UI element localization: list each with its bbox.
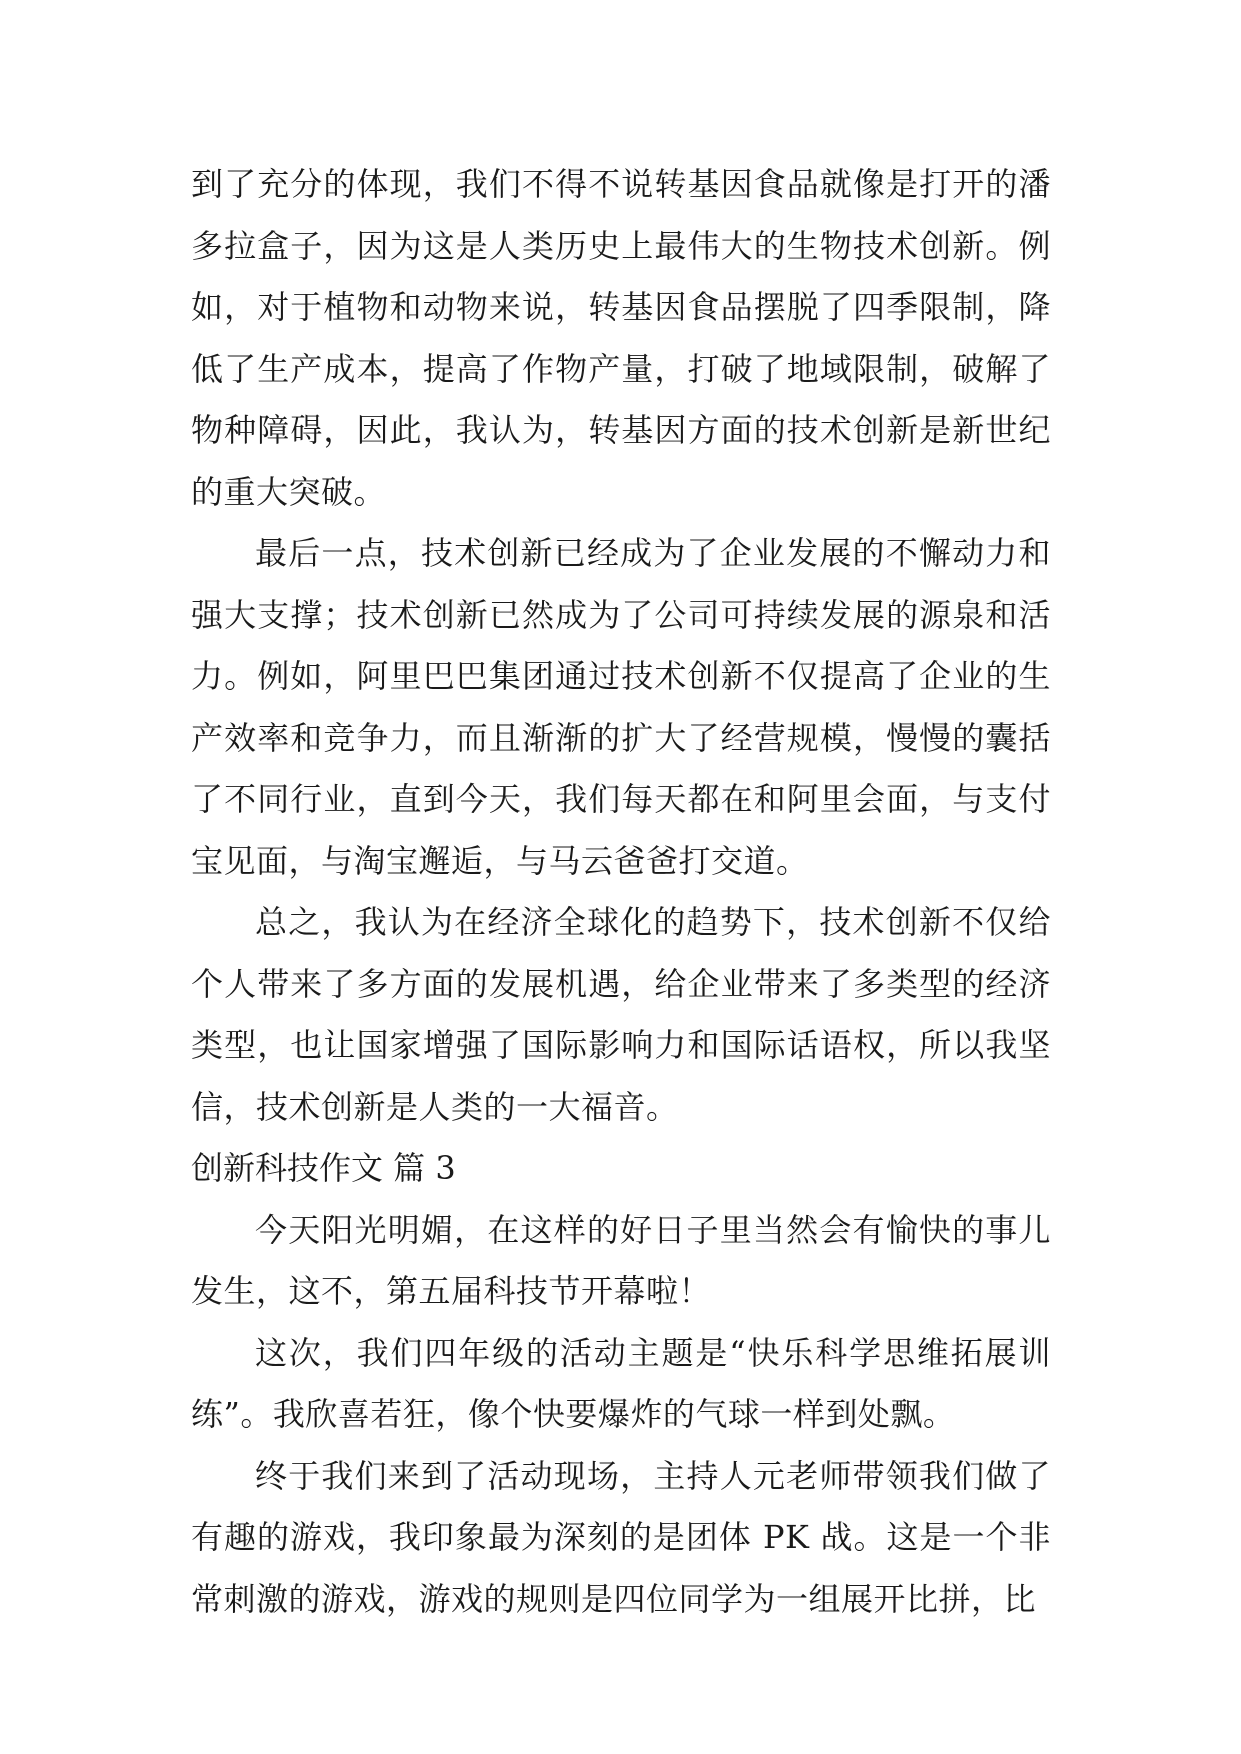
paragraph-science-festival: 今天阳光明媚，在这样的好日子里当然会有愉快的事儿发生，这不，第五届科技节开幕啦！ xyxy=(191,1210,1051,1310)
paragraph-activity-theme: 这次，我们四年级的活动主题是“快乐科学思维拓展训练”。我欣喜若狂，像个快要爆炸的气球一样到处飘。 xyxy=(191,1333,1051,1433)
paragraph-continued: 到了充分的体现，我们不得不说转基因食品就像是打开的潘多拉盒子，因为这是人类历史上最伟大的生物技术创新。例如，对于植物和动物来说，转基因食品摆脱了四季限制，降低了生产成本，提高了作物产量，打破了地域限制，破解了物种障碍，因此，我认为，转基因方面的技术创新是新世纪的重大突破。 xyxy=(191,165,1051,511)
paragraph-game: 终于我们来到了活动现场，主持人元老师带领我们做了有趣的游戏，我印象最为深刻的是团体 PK 战。这是一个非常刺激的游戏，游戏的规则是四位同学为一组展开比拼，比 xyxy=(191,1456,1051,1618)
section-heading: 创新科技作文 篇 3 xyxy=(191,1149,456,1187)
paragraph-conclusion: 总之，我认为在经济全球化的趋势下，技术创新不仅给个人带来了多方面的发展机遇，给企业带来了多类型的经济类型，也让国家增强了国际影响力和国际话语权，所以我坚信，技术创新是人类的一大福音。 xyxy=(191,903,1051,1126)
paragraph-enterprise: 最后一点，技术创新已经成为了企业发展的不懈动力和强大支撑；技术创新已然成为了公司可持续发展的源泉和活力。例如，阿里巴巴集团通过技术创新不仅提高了企业的生产效率和竞争力，而且渐渐的扩大了经营规模，慢慢的囊括了不同行业，直到今天，我们每天都在和阿里会面，与支付宝见面，与淘宝邂逅，与马云爸爸打交道。 xyxy=(191,534,1051,880)
document-body xyxy=(191,154,1051,1630)
